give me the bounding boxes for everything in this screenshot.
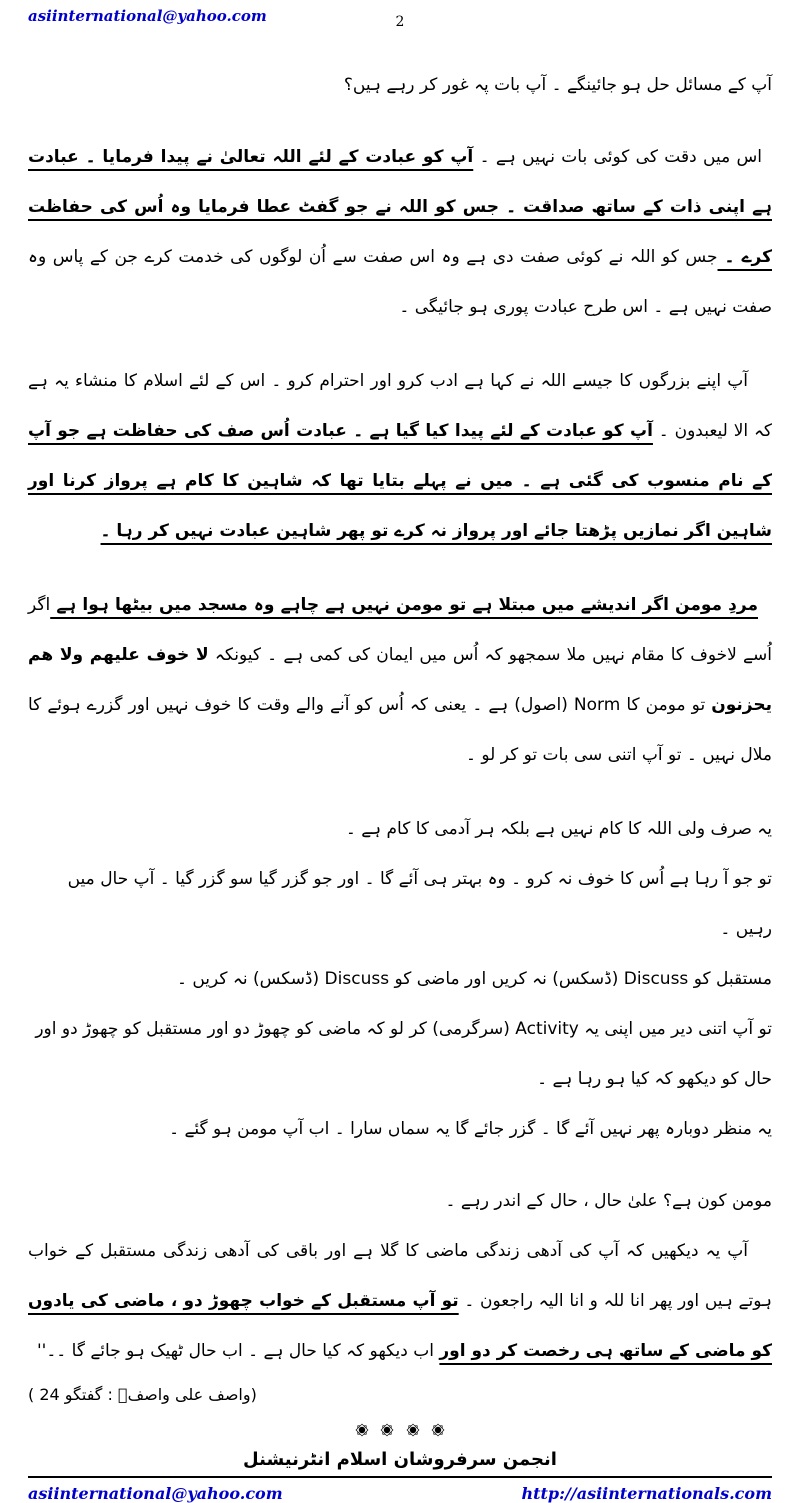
text-segment: یہ منظر دوبارہ پھر نہیں آئے گا ۔ گزر جائے گا یہ سماں سارا ۔ اب آپ مومن ہو گئے ۔ bbox=[169, 1119, 772, 1139]
ornament-icon bbox=[355, 1423, 369, 1437]
paragraph-intro bbox=[28, 60, 772, 110]
paragraph-p1 bbox=[28, 132, 772, 332]
paragraph-l8 bbox=[28, 1104, 772, 1154]
text-segment: اگر اُسے لاخوف کا مقام نہیں ملا سمجھو کہ اُس میں ایمان کی کمی ہے ۔ کیونکہ bbox=[28, 595, 772, 665]
page-number: 2 bbox=[395, 14, 405, 30]
text-segment: تو مومن کا Norm (اصول) ہے ۔ یعنی کہ اُس کو آنے والے وقت کا خوف نہیں اور گزرے ہوئے کا ملال نہیں ۔ تو آپ اتنی سی بات تو کر لو ۔ bbox=[28, 695, 772, 765]
text-segment: لا خوف علیھم ولا ھم یحزنون bbox=[28, 645, 772, 715]
text-segment: اب دیکھو کہ کیا حال ہے ۔ اب حال ٹھیک ہو جائے گا ۔۔'' bbox=[36, 1341, 440, 1361]
paragraph-l9 bbox=[28, 1176, 772, 1226]
organization-name: انجمن سرفروشان اسلام انٹرنیشنل bbox=[243, 1449, 557, 1470]
text-segment: تو آپ مستقبل کے خواب چھوڑ دو ، ماضی کی یادوں کو ماضی کے ساتھ ہی رخصت کر دو اور bbox=[28, 1291, 772, 1361]
footer-divider bbox=[28, 1476, 772, 1478]
text-segment: تو جو آ رہا ہے اُس کا خوف نہ کرو ۔ وہ بہتر ہی آئے گا ۔ اور جو گزر گیا سو گزر گیا ۔ آپ حال میں رہیں ۔ bbox=[67, 869, 772, 939]
text-segment: آپ یہ دیکھیں کہ آپ کی آدھی زندگی ماضی کا گلا ہے اور باقی کی آدھی زندگی مستقبل کے خواب ہوتے ہیں اور پھر انا للہ و انا الیہ راجعون ۔ bbox=[28, 1241, 772, 1311]
page-header bbox=[28, 6, 772, 40]
text-segment: تو آپ اتنی دیر میں اپنی یہ Activity (سرگرمی) کر لو کہ ماضی کو چھوڑ دو اور مستقبل کو چھوڑ دو اور حال کو دیکھو کہ کیا ہو رہا ہے ۔ bbox=[35, 1019, 772, 1089]
footer-website-link[interactable]: http://asiinternationals.com bbox=[521, 1484, 772, 1503]
citation: (واصف علی واصفؒ : گفتگو 24 ) bbox=[28, 1385, 257, 1404]
text-segment: مستقبل کو Discuss (ڈسکس) نہ کریں اور ماضی کو Discuss (ڈسکس) نہ کریں ۔ bbox=[176, 969, 772, 989]
text-segment: مردِ مومن اگر اندیشے میں مبتلا ہے تو مومن نہیں ہے چاہے وہ مسجد میں بیٹھا ہوا ہے bbox=[50, 595, 758, 615]
paragraph-p4 bbox=[28, 1226, 772, 1376]
page-footer bbox=[28, 1484, 772, 1503]
paragraph-p3 bbox=[28, 580, 772, 780]
ornament-row bbox=[28, 1422, 772, 1440]
paragraph-p2 bbox=[28, 356, 772, 556]
ornament-icon bbox=[406, 1423, 420, 1437]
ornament-icon bbox=[380, 1423, 394, 1437]
text-segment: اس میں دقت کی کوئی بات نہیں ہے ۔ bbox=[473, 147, 762, 167]
text-segment: جس کو اللہ نے کوئی صفت دی ہے وہ اس صفت سے اُن لوگوں کی خدمت کرے جن کے پاس وہ صفت نہیں ہے ۔ اس طرح عبادت پوری ہو جائیگی ۔ bbox=[28, 247, 772, 317]
paragraph-l7 bbox=[28, 1004, 772, 1104]
text-segment: آپ اپنے بزرگوں کا جیسے اللہ نے کہا ہے ادب کرو اور احترام کرو ۔ اس کے لئے اسلام کا منشاء یہ ہے کہ الا لیعبدون ۔ bbox=[28, 371, 773, 441]
paragraph-l5 bbox=[28, 854, 772, 954]
footer-email-link[interactable]: asiinternational@yahoo.com bbox=[28, 1484, 283, 1503]
paragraph-l4 bbox=[28, 804, 772, 854]
paragraph-l6 bbox=[28, 954, 772, 1004]
body-content bbox=[28, 60, 772, 1376]
header-email-link[interactable]: asiinternational@yahoo.com bbox=[28, 7, 267, 25]
text-segment: آپ کے مسائل حل ہو جائینگے ۔ آپ بات پہ غور کر رہے ہیں؟ bbox=[343, 75, 772, 95]
ornament-icon bbox=[431, 1423, 445, 1437]
text-segment: آپ کو عبادت کے لئے اللہ تعالیٰ نے پیدا فرمایا ۔ عبادت ہے اپنی ذات کے ساتھ صداقت ۔ جس کو اللہ نے جو گفٹ عطا فرمایا وہ اُس کی حفاظت کرے ۔ bbox=[28, 147, 772, 267]
text-segment: آپ کو عبادت کے لئے پیدا کیا گیا ہے ۔ عبادت اُس صف کی حفاظت ہے جو آپ کے نام منسوب کی گئی ہے ۔ میں نے پہلے بتایا تھا کہ شاہین کا کام ہے پرواز کرنا اور شاہین اگر نمازیں پڑھتا جائے اور پرواز نہ کرے تو پھر شاہین عبادت نہیں کر رہا ۔ bbox=[28, 421, 772, 541]
text-segment: یہ صرف ولی اللہ کا کام نہیں ہے بلکہ ہر آدمی کا کام ہے ۔ bbox=[345, 819, 772, 839]
text-segment: مومن کون ہے؟ علیٰ حال ، حال کے اندر رہے ۔ bbox=[445, 1191, 772, 1211]
